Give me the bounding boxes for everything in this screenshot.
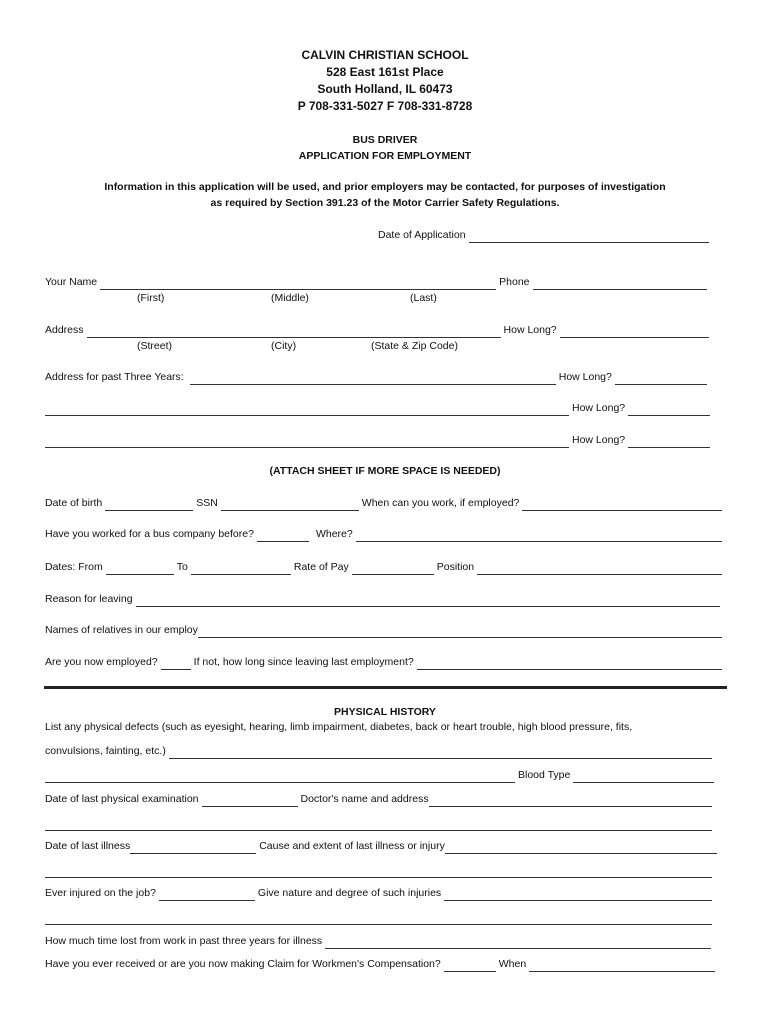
- doctor-label: Doctor's name and address: [300, 793, 429, 805]
- last-exam-row: [45, 791, 715, 807]
- ever-injured-row: [45, 885, 715, 901]
- address-label: Address: [45, 324, 84, 336]
- past-how-long-label-1: How Long?: [558, 371, 612, 383]
- your-name-field[interactable]: [100, 278, 496, 290]
- name-last-caption: (Last): [410, 292, 437, 304]
- intro-line2: as required by Section 391.23 of the Motor Carrier Safety Regulations.: [210, 197, 560, 209]
- convulsions-row: [45, 743, 715, 759]
- nature-degree-field-2[interactable]: [45, 913, 712, 925]
- list-defects-row: [45, 719, 725, 735]
- last-illness-row: [45, 838, 720, 854]
- ever-injured-field[interactable]: [159, 889, 255, 901]
- position-field[interactable]: [477, 563, 722, 575]
- reason-for-leaving-label: Reason for leaving: [45, 593, 133, 605]
- form-title-line1: BUS DRIVER: [352, 134, 418, 146]
- date-of-birth-field[interactable]: [105, 499, 193, 511]
- dob-ssn-row: [45, 495, 725, 511]
- workmens-comp-label: Have you ever received or are you now making Claim for Workmen's Compensation?: [45, 958, 441, 970]
- doctor-continued-row: [45, 815, 715, 831]
- where-field[interactable]: [356, 530, 722, 542]
- doctor-field-2[interactable]: [45, 819, 712, 831]
- past-how-long-label-2: How Long?: [572, 402, 626, 414]
- cause-extent-field[interactable]: [445, 842, 717, 854]
- names-of-relatives-field[interactable]: [198, 626, 722, 638]
- dates-to-label: To: [176, 561, 188, 573]
- intro-line1: Information in this application will be used, and prior employers may be contacted, for purposes of investigation: [104, 181, 666, 193]
- address-city-caption: (City): [271, 340, 297, 352]
- date-of-application-label: Date of Application: [378, 229, 466, 241]
- past-address-field-1[interactable]: [190, 373, 556, 385]
- phone-field[interactable]: [533, 278, 707, 290]
- nature-degree-label: Give nature and degree of such injuries: [257, 887, 442, 899]
- illness-continued-row: [45, 862, 715, 878]
- date-of-birth-label: Date of birth: [45, 497, 103, 509]
- defects-field-1[interactable]: [169, 747, 712, 759]
- name-first-caption: (First): [137, 292, 165, 304]
- past-how-long-field-2[interactable]: [628, 404, 710, 416]
- blood-type-field[interactable]: [573, 771, 714, 783]
- dates-from-field[interactable]: [106, 563, 174, 575]
- form-title-line2: APPLICATION FOR EMPLOYMENT: [298, 150, 472, 162]
- past-how-long-field-1[interactable]: [615, 373, 707, 385]
- worked-bus-company-field[interactable]: [257, 530, 309, 542]
- when-can-work-label: When can you work, if employed?: [361, 497, 520, 509]
- when-can-work-field[interactable]: [522, 499, 722, 511]
- your-name-label: Your Name: [45, 276, 98, 288]
- names-of-relatives-label: Names of relatives in our employ: [45, 624, 198, 636]
- cause-extent-field-2[interactable]: [45, 866, 712, 878]
- nature-degree-field[interactable]: [444, 889, 712, 901]
- last-exam-field[interactable]: [202, 795, 298, 807]
- section-divider: [44, 686, 727, 689]
- now-employed-row: [45, 654, 725, 670]
- phone-label: Phone: [499, 276, 530, 288]
- school-name: CALVIN CHRISTIAN SCHOOL: [301, 48, 469, 62]
- name-phone-row: [45, 274, 710, 290]
- bus-company-row: [45, 526, 725, 542]
- address-how-long-field[interactable]: [560, 326, 709, 338]
- time-lost-row: [45, 933, 714, 949]
- ever-injured-label: Ever injured on the job?: [45, 887, 156, 899]
- dates-from-label: Dates: From: [45, 561, 103, 573]
- when-label: When: [498, 958, 527, 970]
- relatives-row: [45, 622, 725, 638]
- address-row: [45, 322, 712, 338]
- school-city: South Holland, IL 60473: [317, 82, 453, 96]
- blood-type-row: [45, 767, 717, 783]
- where-label: Where?: [315, 528, 353, 540]
- last-illness-label: Date of last illness: [45, 840, 131, 852]
- cause-extent-label: Cause and extent of last illness or injury: [259, 840, 445, 852]
- past-address-field-2[interactable]: [45, 404, 569, 416]
- convulsions-label: convulsions, fainting, etc.): [45, 745, 166, 757]
- if-not-how-long-label: If not, how long since leaving last employment?: [193, 656, 414, 668]
- ssn-field[interactable]: [221, 499, 359, 511]
- past-three-years-label: Address for past Three Years:: [45, 371, 184, 383]
- now-employed-field[interactable]: [161, 658, 191, 670]
- when-field[interactable]: [529, 960, 715, 972]
- physical-history-heading: PHYSICAL HISTORY: [334, 706, 436, 718]
- time-lost-field[interactable]: [325, 937, 711, 949]
- time-lost-label: How much time lost from work in past three years for illness: [45, 935, 323, 947]
- last-exam-label: Date of last physical examination: [45, 793, 199, 805]
- reason-for-leaving-field[interactable]: [136, 595, 720, 607]
- school-street: 528 East 161st Place: [326, 65, 444, 79]
- dates-to-field[interactable]: [191, 563, 291, 575]
- list-defects-label: List any physical defects (such as eyesight, hearing, limb impairment, diabetes, back or heart trouble, high blood pressure, fits,: [45, 721, 633, 733]
- workmens-comp-row: [45, 956, 718, 972]
- attach-sheet-note: (ATTACH SHEET IF MORE SPACE IS NEEDED): [269, 465, 501, 477]
- past-address-row-3: [45, 432, 713, 448]
- worked-bus-company-label: Have you worked for a bus company before?: [45, 528, 254, 540]
- date-of-application-row: [378, 227, 712, 243]
- position-label: Position: [436, 561, 475, 573]
- blood-type-label: Blood Type: [518, 769, 571, 781]
- past-address-row-2: [45, 400, 713, 416]
- address-state-zip-caption: (State & Zip Code): [371, 340, 458, 352]
- school-phone-fax: P 708-331-5027 F 708-331-8728: [297, 99, 473, 113]
- rate-of-pay-field[interactable]: [352, 563, 434, 575]
- past-how-long-field-3[interactable]: [628, 436, 710, 448]
- past-address-row-1: [45, 369, 710, 385]
- name-middle-caption: (Middle): [271, 292, 309, 304]
- past-how-long-label-3: How Long?: [572, 434, 626, 446]
- if-not-how-long-field[interactable]: [417, 658, 722, 670]
- address-street-caption: (Street): [137, 340, 173, 352]
- workmens-comp-field[interactable]: [444, 960, 496, 972]
- doctor-field[interactable]: [429, 795, 712, 807]
- last-illness-field[interactable]: [130, 842, 256, 854]
- address-how-long-label: How Long?: [503, 324, 557, 336]
- past-address-field-3[interactable]: [45, 436, 569, 448]
- injuries-continued-row: [45, 909, 715, 925]
- rate-of-pay-label: Rate of Pay: [293, 561, 349, 573]
- address-field[interactable]: [87, 326, 501, 338]
- reason-leaving-row: [45, 591, 723, 607]
- ssn-label: SSN: [196, 497, 218, 509]
- defects-field-2[interactable]: [45, 771, 515, 783]
- date-of-application-field[interactable]: [469, 231, 709, 243]
- dates-row: [45, 559, 725, 575]
- now-employed-label: Are you now employed?: [45, 656, 158, 668]
